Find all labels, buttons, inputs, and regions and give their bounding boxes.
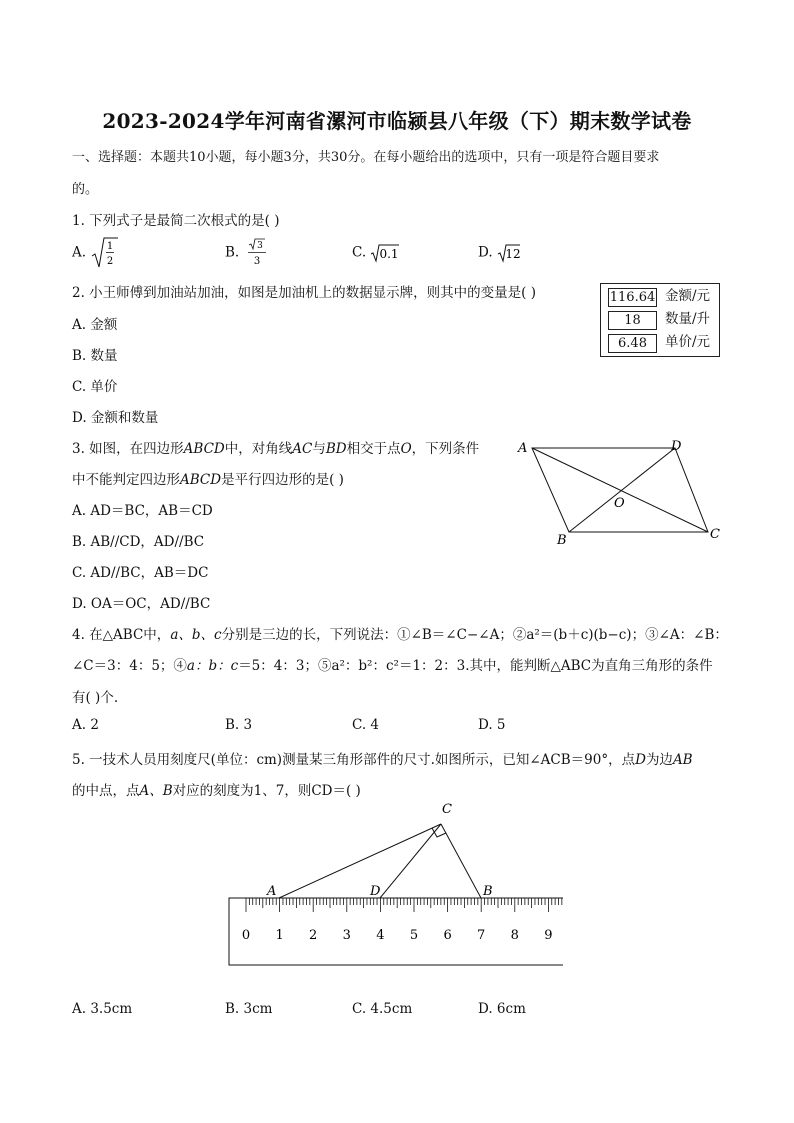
q4-line1-pre: 4. 在△ABC中， <box>72 627 171 643</box>
q3-stem-end: ，下列条件 <box>411 441 480 457</box>
diagonal-bd <box>569 448 675 532</box>
q1-option-d <box>478 243 521 263</box>
ruler-number: 0 <box>241 928 251 943</box>
label-a: A <box>518 441 528 456</box>
q1-option-a <box>72 236 120 270</box>
q4-line2-vars: a：b：c <box>186 658 239 674</box>
q4-option-b: B. 3 <box>225 717 253 733</box>
q5-line2 <box>72 779 361 799</box>
q5-d: D <box>635 752 646 768</box>
side-ac <box>279 824 441 898</box>
label-o: O <box>614 496 625 511</box>
display-quantity-label: 数量/升 <box>665 311 711 327</box>
q4-line3: 有( )个. <box>72 690 119 706</box>
q3-ac: AC <box>292 441 313 457</box>
label-a: A <box>267 884 277 899</box>
q1-d-radicand: 12 <box>505 247 521 261</box>
display-unit-price-value: 6.48 <box>608 334 657 353</box>
display-amount-label: 金额/元 <box>665 288 711 304</box>
q5-option-a: A. 3.5cm <box>72 1001 133 1017</box>
q1-option-a-radical <box>90 236 120 270</box>
q3-bd: BD <box>325 441 347 457</box>
q3-option-c: C. AD//BC，AB＝DC <box>72 565 209 581</box>
q3-stem-mid3: 相交于点 <box>346 441 401 457</box>
q1-option-c-radical <box>370 243 400 263</box>
q1-b-denominator: 3 <box>253 256 260 267</box>
page-title: 2023-2024学年河南省漯河市临颍县八年级（下）期末数学试卷 <box>102 109 692 133</box>
q5-line1 <box>72 748 693 768</box>
q5-option-c: C. 4.5cm <box>352 1001 413 1017</box>
ruler-number: 5 <box>409 928 419 943</box>
q4-line1-post: 分别是三边的长，下列说法：①∠B＝∠C−∠A；②a²＝(b＋c)(b−c)；③∠A：∠B： <box>221 627 728 643</box>
q1-b-numerator: 3 <box>256 241 263 251</box>
q4-option-c: C. 4 <box>352 717 380 733</box>
ruler-number: 8 <box>510 928 519 943</box>
q5-line1-pre: 5. 一技术人员用刻度尺(单位：cm)测量某三角形部件的尺寸.如图所示，已知∠ACB＝90°，点 <box>72 752 636 768</box>
q1-option-b-label: B. <box>225 244 240 261</box>
q4-abc-vars: a、b、c <box>170 627 222 643</box>
q3-line2-pre: 中不能判定四边形 <box>72 472 180 488</box>
q4-option-d: D. 5 <box>478 717 506 733</box>
q4-option-a: A. 2 <box>72 717 99 733</box>
display-unit-price-label: 单价/元 <box>665 334 711 350</box>
q5-option-d: D. 6cm <box>478 1001 526 1017</box>
ruler-number: 7 <box>477 928 486 943</box>
parallelogram-figure <box>510 432 730 552</box>
label-c: C <box>442 802 452 817</box>
q3-abcd: ABCD <box>183 441 225 457</box>
ruler-number: 9 <box>544 928 553 943</box>
q3-stem-mid2: 与 <box>312 441 326 457</box>
q5-ab: AB <box>672 752 693 768</box>
label-d: D <box>370 884 381 899</box>
q1-stem: 1. 下列式子是最简二次根式的是( ) <box>72 213 280 229</box>
diagonal-ac <box>532 448 708 532</box>
q1-option-b <box>225 236 270 270</box>
q1-option-c-label: C. <box>352 244 367 261</box>
q1-option-c <box>352 243 400 263</box>
q4-line2 <box>72 654 713 674</box>
q2-option-d: D. 金额和数量 <box>72 410 159 426</box>
q2-option-c: C. 单价 <box>72 379 118 395</box>
q1-option-d-label: D. <box>478 244 493 261</box>
q5-line2-post: 对应的刻度为1、7，则CD＝( ) <box>172 783 361 799</box>
section-instructions-line2: 的。 <box>72 182 99 197</box>
q3-stem-mid1: 中，对角线 <box>224 441 293 457</box>
q3-option-b: B. AB//CD，AD//BC <box>72 534 205 550</box>
q1-a-numerator: 1 <box>107 241 114 252</box>
q3-abcd-2: ABCD <box>180 472 222 488</box>
label-b: B <box>557 533 567 548</box>
side-cb <box>441 824 481 898</box>
q1-a-denominator: 2 <box>107 256 114 267</box>
fuel-pump-display <box>600 283 720 357</box>
q2-option-a: A. 金额 <box>72 317 118 333</box>
q4-line2-post: ＝5：4：3；⑤a²：b²：c²＝1：2：3.其中，能判断△ABC为直角三角形的条件 <box>238 658 713 674</box>
median-cd <box>380 824 441 898</box>
section-instructions-line1: 一、选择题：本题共10小题，每小题3分，共30分。在每小题给出的选项中，只有一项是符合题目要求 <box>72 150 660 165</box>
q1-option-a-label: A. <box>72 244 87 261</box>
label-c: C <box>710 527 720 542</box>
ruler-triangle-figure <box>222 798 572 970</box>
ruler-number: 4 <box>376 928 385 943</box>
q3-o: O <box>400 441 412 457</box>
q1-option-d-radical <box>497 243 521 263</box>
q1-option-b-fraction <box>244 236 270 270</box>
display-amount-value: 116.64 <box>609 290 656 305</box>
ruler-number: 6 <box>443 928 452 943</box>
ruler-ticks <box>246 898 562 912</box>
ruler-number: 1 <box>275 928 284 943</box>
label-d: D <box>671 439 682 454</box>
q5-line2-pre: 的中点，点 <box>72 783 140 799</box>
ruler-number: 3 <box>342 928 351 943</box>
q3-stem-line2 <box>72 468 344 488</box>
q3-line2-end: 是平行四边形的是( ) <box>221 472 344 488</box>
q4-line1 <box>72 623 728 643</box>
q3-stem-pre: 3. 如图，在四边形 <box>72 441 184 457</box>
label-b: B <box>483 884 493 899</box>
ruler-numbers <box>242 928 553 943</box>
q3-stem-line1 <box>72 437 479 457</box>
q4-line2-pre: ∠C＝3：4：5；④ <box>72 658 187 674</box>
q2-stem: 2. 小王师傅到加油站加油，如图是加油机上的数据显示牌，则其中的变量是( ) <box>72 285 536 301</box>
q2-option-b: B. 数量 <box>72 348 118 364</box>
q5-option-b: B. 3cm <box>225 1001 273 1017</box>
q5-line1-mid: 为边 <box>645 752 673 768</box>
q3-option-a: A. AD＝BC，AB＝CD <box>72 503 213 519</box>
q1-c-radicand: 0.1 <box>379 247 399 261</box>
q3-option-d: D. OA＝OC，AD//BC <box>72 596 211 612</box>
display-quantity-value: 18 <box>608 311 657 330</box>
ruler-number: 2 <box>309 928 318 943</box>
q5-a-b: A、B <box>139 783 173 799</box>
